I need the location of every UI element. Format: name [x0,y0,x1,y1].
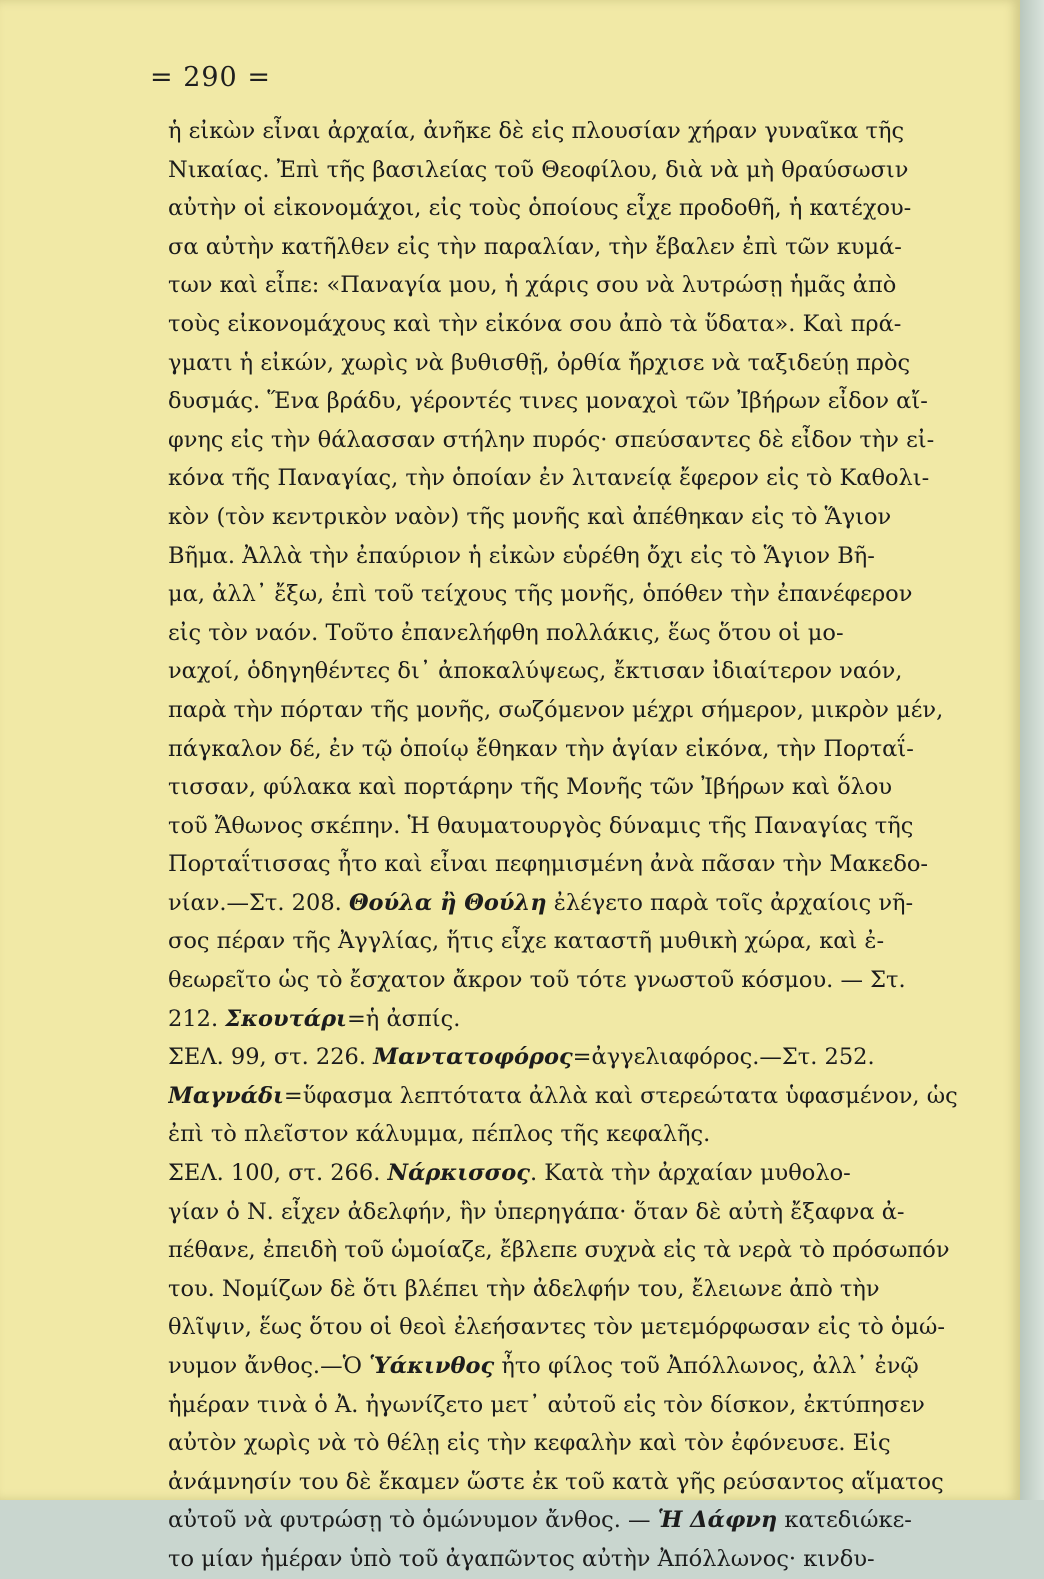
text-run: εἰς τὸν ναόν. Τοῦτο ἐπανελήφθη πολλάκις, ἕως ὅτου οἱ μο- [168,619,844,646]
text-line [168,922,968,961]
text-run: Βῆμα. Ἀλλὰ τὴν ἐπαύριον ἡ εἰκὼν εὑρέθη ὄχι εἰς τὸ Ἅγιον Βῆ- [168,542,875,569]
text-line [168,1463,968,1502]
text-line [168,1308,968,1347]
text-run: κατεδιώκε- [777,1507,912,1534]
text-run: αὐτὸν χωρὶς νὰ τὸ θέλῃ εἰς τὴν κεφαλὴν καὶ τὸν ἐφόνευσε. Εἰς [168,1430,891,1457]
text-run: Πορταΐτισσας ἦτο καὶ εἶναι πεφημισμένη ἀνὰ πᾶσαν τὴν Μακεδο- [168,851,929,878]
text-run: θλῖψιν, ἕως ὅτου οἱ θεοὶ ἐλεήσαντες τὸν μετεμόρφωσαν εἰς τὸ ὁμώ- [168,1314,946,1341]
text-line [168,498,968,537]
text-run: ἦτο φίλος τοῦ Ἀπόλλωνος, ἀλλ᾽ ἐνῷ [494,1353,919,1379]
text-line [168,1077,968,1116]
term-headword: Μαντατοφόρος [373,1044,573,1071]
text-line [168,1193,968,1232]
text-run: νυμον ἄνθος.—Ὁ [168,1353,370,1379]
term-headword: Μαγνάδι [168,1082,284,1109]
text-run: γίαν ὁ Ν. εἶχεν ἀδελφήν, ἣν ὑπερηγάπα· ὅταν δὲ αὐτὴ ἔξαφνα ἀ- [168,1198,905,1225]
text-run: παρὰ τὴν πόρταν τῆς μονῆς, σωζόμενον μέχρι σήμερον, μικρὸν μέν, [168,696,944,723]
scan-edge [1020,0,1044,1500]
text-run: =ἡ ἀσπίς. [346,1005,461,1032]
text-line [168,189,968,228]
page-text [168,112,968,1579]
text-line [168,459,968,498]
text-run: τοῦ Ἄθωνος σκέπην. Ἡ θαυματουργὸς δύναμις τῆς Παναγίας τῆς [168,812,914,839]
text-line [168,730,968,769]
text-run: των καὶ εἶπε: «Παναγία μου, ἡ χάρις σου νὰ λυτρώσῃ ἡμᾶς ἀπὸ [168,272,897,299]
text-run: τοὺς εἰκονομάχους καὶ τὴν εἰκόνα σου ἀπὸ τὰ ὕδατα». Καὶ πρά- [168,310,902,337]
text-line [168,652,968,691]
text-line [168,575,968,614]
text-run: ἡ εἰκὼν εἶναι ἀρχαία, ἀνῆκε δὲ εἰς πλουσίαν χήραν γυναῖκα τῆς [168,118,905,144]
page-number: = 290 = [150,62,271,93]
text-run: ἀνάμνησίν του δὲ ἔκαμεν ὥστε ἐκ τοῦ κατὰ γῆς ρεύσαντος αἵματος [168,1468,944,1495]
text-run: σος πέραν τῆς Ἀγγλίας, ἥτις εἶχε καταστῆ μυθικὴ χώρα, καὶ ἐ- [168,928,885,955]
text-line [168,421,968,460]
text-line [168,845,968,884]
text-run: αὐτοῦ νὰ φυτρώσῃ τὸ ὁμώνυμον ἄνθος. — [168,1507,658,1534]
text-run: ἐλέγετο παρὰ τοῖς ἀρχαίοις νῆ- [546,889,914,916]
text-run: το μίαν ἡμέραν ὑπὸ τοῦ ἀγαπῶντος αὐτὴν Ἀπόλλωνος· κινδυ- [168,1545,875,1572]
text-line [168,691,968,730]
text-line [168,151,968,190]
text-line [168,1115,968,1154]
text-run: . Κατὰ τὴν ἀρχαίαν μυθολο- [529,1160,851,1187]
text-line [168,112,968,151]
term-headword: Ὑάκινθος [369,1353,495,1379]
text-line [168,537,968,576]
text-run: γματι ἡ εἰκών, χωρὶς νὰ βυθισθῇ, ὀρθία ἤρχισε νὰ ταξιδεύῃ πρὸς [168,349,911,376]
text-line [168,884,968,923]
text-run: πάγκαλον δέ, ἐν τῷ ὁποίῳ ἔθηκαν τὴν ἁγίαν εἰκόνα, τὴν Πορταΐ- [168,735,914,762]
text-line [168,382,968,421]
text-run: =ὕφασμα λεπτότατα ἀλλὰ καὶ στερεώτατα ὑφασμένον, ὡς [283,1082,958,1109]
text-line [168,1424,968,1463]
text-line [168,266,968,305]
text-run: νίαν.—Στ. 208. [168,889,349,916]
text-run: σα αὐτὴν κατῆλθεν εἰς τὴν παραλίαν, τὴν ἔβαλεν ἐπὶ τῶν κυμά- [168,233,902,260]
text-run: ναχοί, ὁδηγηθέντες δι᾽ ἀποκαλύψεως, ἔκτισαν ἰδιαίτερον ναόν, [168,658,903,685]
text-run: ἐπὶ τὸ πλεῖστον κάλυμμα, πέπλος τῆς κεφαλῆς. [168,1121,711,1148]
text-line [168,807,968,846]
text-run: ἡμέραν τινὰ ὁ Ἀ. ἠγωνίζετο μετ᾽ αὐτοῦ εἰς τὸν δίσκον, ἐκτύπησεν [168,1391,925,1418]
text-run: πέθανε, ἐπειδὴ τοῦ ὡμοίαζε, ἔβλεπε συχνὰ εἰς τὰ νερὰ τὸ πρόσωπόν [168,1237,950,1264]
text-run: 212. [168,1005,226,1032]
text-line [168,344,968,383]
text-line [168,1540,968,1579]
text-line [168,1501,968,1540]
text-run: κόνα τῆς Παναγίας, τὴν ὁποίαν ἐν λιτανείᾳ ἔφερον εἰς τὸ Καθολι- [168,465,930,492]
text-run: μα, ἀλλ᾽ ἔξω, ἐπὶ τοῦ τείχους τῆς μονῆς, ὁπόθεν τὴν ἐπανέφερον [168,581,913,608]
text-run: ΣΕΛ. 99, στ. 226. [168,1044,374,1071]
text-line [168,1231,968,1270]
text-run: =ἀγγελιαφόρος.—Στ. 252. [572,1044,875,1071]
text-run: αὐτὴν οἱ εἰκονομάχοι, εἰς τοὺς ὁποίους εἶχε προδοθῆ, ἡ κατέχου- [168,195,912,222]
term-headword: Θούλα ἢ Θούλη [348,889,547,916]
term-headword: Σκουτάρι [225,1005,347,1032]
text-line [168,228,968,267]
text-run: του. Νομίζων δὲ ὅτι βλέπει τὴν ἀδελφήν του, ἔλειωνε ἀπὸ τὴν [168,1275,880,1302]
text-line [168,614,968,653]
text-run: Νικαίας. Ἐπὶ τῆς βασιλείας τοῦ Θεοφίλου, διὰ νὰ μὴ θραύσωσιν [168,156,909,183]
text-line [168,1386,968,1425]
text-run: δυσμάς. Ἕνα βράδυ, γέροντές τινες μοναχοὶ τῶν Ἰβήρων εἶδον αἴ- [168,388,928,415]
text-line [168,1347,968,1386]
text-line [168,305,968,344]
text-line [168,1038,968,1077]
text-line [168,1270,968,1309]
text-line [168,768,968,807]
text-run: ΣΕΛ. 100, στ. 266. [168,1160,388,1187]
text-line [168,961,968,1000]
text-line [168,1000,968,1039]
text-run: κὸν (τὸν κεντρικὸν ναὸν) τῆς μονῆς καὶ ἀπέθηκαν εἰς τὸ Ἅγιον [168,503,892,530]
text-run: τισσαν, φύλακα καὶ πορτάρην τῆς Μονῆς τῶν Ἰβήρων καὶ ὅλου [168,774,893,801]
text-line [168,1154,968,1193]
term-headword: Νάρκισσος [387,1160,530,1187]
text-run: θεωρεῖτο ὡς τὸ ἔσχατον ἄκρον τοῦ τότε γνωστοῦ κόσμου. — Στ. [168,967,906,994]
text-run: φνης εἰς τὴν θάλασσαν στήλην πυρός· σπεύσαντες δὲ εἶδον τὴν εἰ- [168,426,935,453]
term-headword: Ἡ Δάφνη [657,1507,778,1534]
